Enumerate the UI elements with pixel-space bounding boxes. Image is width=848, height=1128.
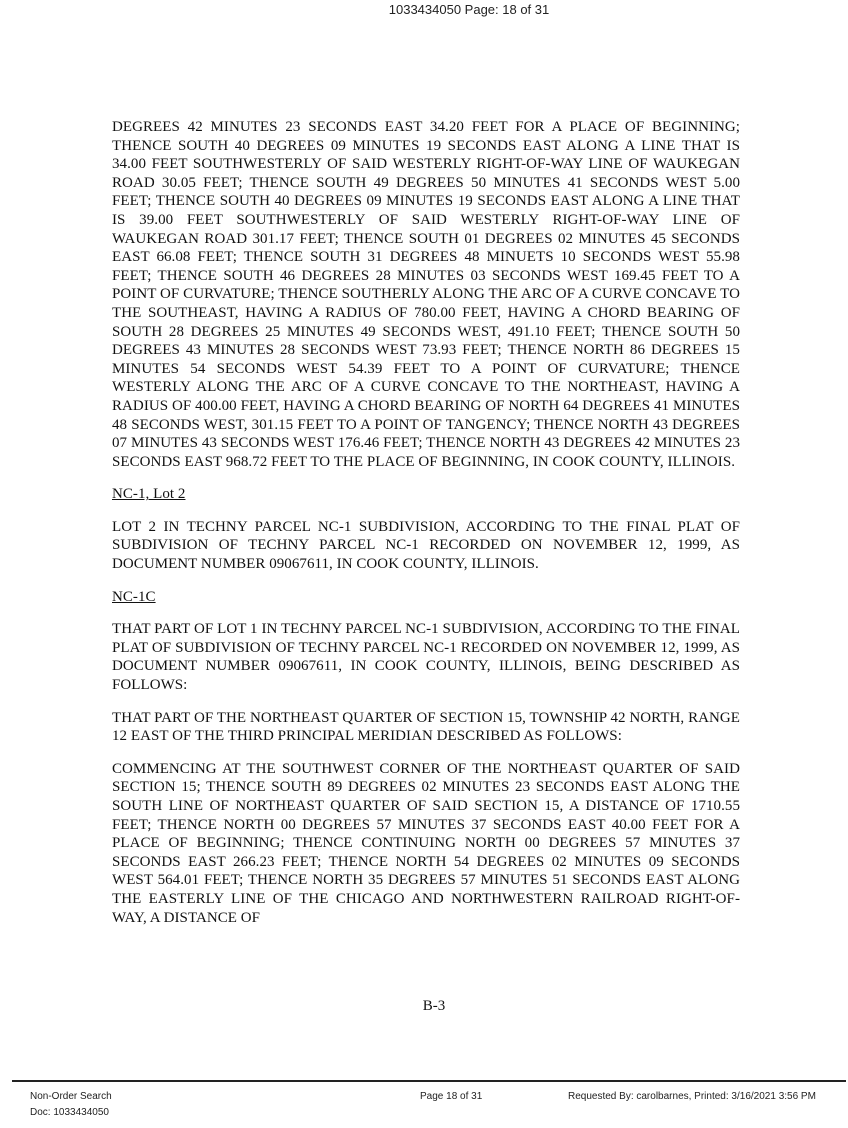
document-page-header: 1033434050 Page: 18 of 31 xyxy=(388,2,550,17)
page-label: B-3 xyxy=(422,998,446,1014)
legal-paragraph: LOT 2 IN TECHNY PARCEL NC-1 SUBDIVISION, ACCORDING TO THE FINAL PLAT OF SUBDIVISION OF TECHNY PARCEL NC-1 RECORDED ON NOVEMBER 12, 1999, AS DOCUMENT NUMBER 09067611, IN COOK COUNTY, ILLINOIS. xyxy=(112,518,740,573)
footer-divider xyxy=(12,1080,846,1082)
legal-description-body xyxy=(112,118,740,941)
footer-search-type: Non-Order Search xyxy=(30,1091,112,1102)
legal-paragraph: THAT PART OF LOT 1 IN TECHNY PARCEL NC-1 SUBDIVISION, ACCORDING TO THE FINAL PLAT OF SUBDIVISION OF TECHNY PARCEL NC-1 RECORDED ON NOVEMBER 12, 1999, AS DOCUMENT NUMBER 09067611, IN COOK COUNTY, ILLINOIS, BEING DESCRIBED AS FOLLOWS: xyxy=(112,621,740,694)
section-heading-nc1c: NC-1C xyxy=(112,588,156,605)
footer-page-count: Page 18 of 31 xyxy=(420,1091,483,1102)
footer-requested-by: Requested By: carolbarnes, Printed: 3/16/2021 3:56 PM xyxy=(568,1091,816,1102)
legal-paragraph: COMMENCING AT THE SOUTHWEST CORNER OF THE NORTHEAST QUARTER OF SAID SECTION 15; THENCE SOUTH 89 DEGREES 02 MINUTES 23 SECONDS EAST ALONG THE SOUTH LINE OF NORTHEAST QUARTER OF SAID SECTION 15, A DISTANCE OF 1710.55 FEET; THENCE NORTH 00 DEGREES 57 MINUTES 37 SECONDS EAST 40.00 FEET FOR A PLACE OF BEGINNING; THENCE CONTINUING NORTH 00 DEGREES 57 MINUTES 37 SECONDS EAST 266.23 FEET; THENCE NORTH 54 DEGREES 02 MINUTES 09 SECONDS WEST 564.01 FEET; THENCE NORTH 35 DEGREES 57 MINUTES 51 SECONDS EAST ALONG THE EASTERLY LINE OF THE CHICAGO AND NORTHWESTERN RAILROAD RIGHT-OF-WAY, A DISTANCE OF xyxy=(112,760,740,926)
legal-paragraph: DEGREES 42 MINUTES 23 SECONDS EAST 34.20 FEET FOR A PLACE OF BEGINNING; THENCE SOUTH 40 DEGREES 09 MINUTES 19 SECONDS EAST ALONG A LINE THAT IS 34.00 FEET SOUTHWESTERLY OF SAID WESTERLY RIGHT-OF-WAY LINE OF WAUKEGAN ROAD 30.05 FEET; THENCE SOUTH 49 DEGREES 50 MINUTES 41 SECONDS WEST 5.00 FEET; THENCE SOUTH 40 DEGREES 09 MINUTES 19 SECONDS EAST ALONG A LINE THAT IS 39.00 FEET SOUTHWESTERLY OF SAID WESTERLY RIGHT-OF-WAY LINE OF WAUKEGAN ROAD 301.17 FEET; THENCE SOUTH 01 DEGREES 02 MINUTES 45 SECONDS EAST 66.08 FEET; THENCE SOUTH 31 DEGREES 48 MINUETS 10 SECONDS WEST 55.98 FEET; THENCE SOUTH 46 DEGREES 28 MINUTES 03 SECONDS WEST 169.45 FEET TO A POINT OF CURVATURE; THENCE SOUTHERLY ALONG THE ARC OF A CURVE CONCAVE TO THE SOUTHEAST, HAVING A RADIUS OF 780.00 FEET, HAVING A CHORD BEARING OF SOUTH 28 DEGREES 25 MINUTES 49 SECONDS WEST, 491.10 FEET; THENCE SOUTH 50 DEGREES 43 MINUTES 28 SECONDS WEST 73.93 FEET; THENCE NORTH 86 DEGREES 15 MINUTES 54 SECONDS WEST 54.39 FEET TO A POINT OF CURVATURE; THENCE WESTERLY ALONG THE ARC OF A CURVE CONCAVE TO THE NORTHEAST, HAVING A RADIUS OF 400.00 FEET, HAVING A CHORD BEARING OF NORTH 64 DEGREES 41 MINUTES 48 SECONDS WEST, 301.15 FEET TO A POINT OF TANGENCY; THENCE NORTH 43 DEGREES 07 MINUTES 43 SECONDS WEST 176.46 FEET; THENCE NORTH 43 DEGREES 42 MINUTES 23 SECONDS EAST 968.72 FEET TO THE PLACE OF BEGINNING, IN COOK COUNTY, ILLINOIS. xyxy=(112,119,740,470)
section-heading-nc1-lot2: NC-1, Lot 2 xyxy=(112,486,186,503)
footer-doc-number: Doc: 1033434050 xyxy=(30,1107,109,1118)
legal-paragraph: THAT PART OF THE NORTHEAST QUARTER OF SECTION 15, TOWNSHIP 42 NORTH, RANGE 12 EAST OF THE THIRD PRINCIPAL MERIDIAN DESCRIBED AS FOLLOWS: xyxy=(112,709,740,745)
